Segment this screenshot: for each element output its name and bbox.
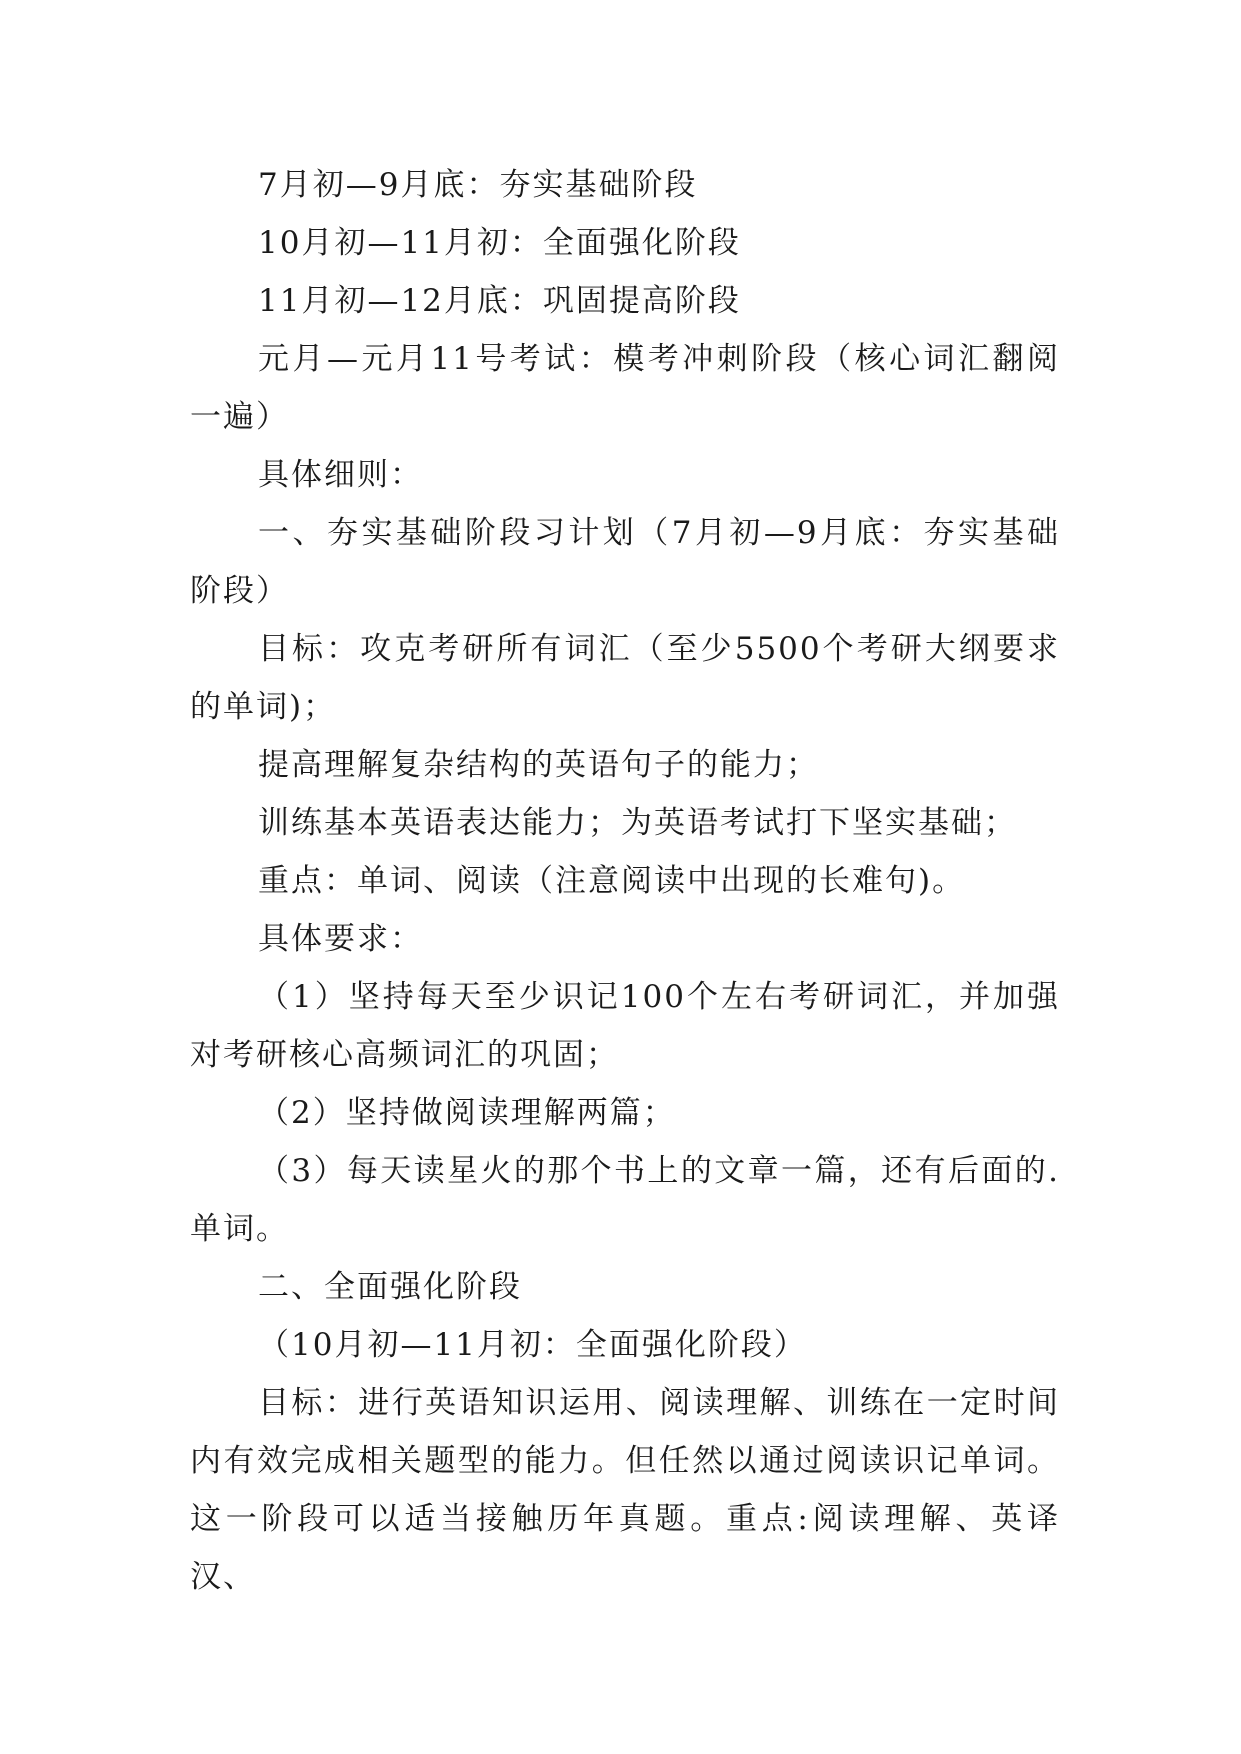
section-2-dates: （10月初—11月初：全面强化阶段） [258, 1327, 807, 1363]
paragraph-details-heading: 具体细则： [258, 457, 423, 493]
paragraph-goal: 目标：攻克考研所有词汇（至少5500个考研大纲要求的单词)； [190, 631, 1060, 725]
document-body [190, 156, 1060, 1606]
paragraph-phase-3: 11月初—12月底：巩固提高阶段 [258, 283, 741, 319]
section-heading-2: 二、全面强化阶段 [258, 1269, 522, 1305]
paragraph-focus: 重点：单词、阅读（注意阅读中出现的长难句)。 [258, 863, 966, 899]
requirement-item-1: （1）坚持每天至少识记100个左右考研词汇，并加强对考研核心高频词汇的巩固； [190, 979, 1060, 1073]
paragraph-requirements-heading: 具体要求： [258, 921, 423, 957]
paragraph-goal-2: 提高理解复杂结构的英语句子的能力； [258, 747, 819, 783]
requirement-item-3: （3）每天读星火的那个书上的文章一篇，还有后面的.单词。 [190, 1153, 1060, 1247]
paragraph-phase-4: 元月—元月11号考试：模考冲刺阶段（核心词汇翻阅一遍） [190, 341, 1060, 435]
paragraph-phase-1: 7月初—9月底：夯实基础阶段 [258, 167, 698, 203]
section-heading-1: 一、夯实基础阶段习计划（7月初—9月底：夯实基础阶段） [190, 515, 1060, 609]
section-2-goal: 目标：进行英语知识运用、阅读理解、训练在一定时间内有效完成相关题型的能力。但任然以通过阅读识记单词。这一阶段可以适当接触历年真题。重点:阅读理解、英译汉、 [190, 1385, 1060, 1595]
requirement-item-2: （2）坚持做阅读理解两篇； [258, 1095, 676, 1131]
paragraph-goal-3: 训练基本英语表达能力；为英语考试打下坚实基础； [258, 805, 1017, 841]
paragraph-phase-2: 10月初—11月初：全面强化阶段 [258, 225, 741, 261]
